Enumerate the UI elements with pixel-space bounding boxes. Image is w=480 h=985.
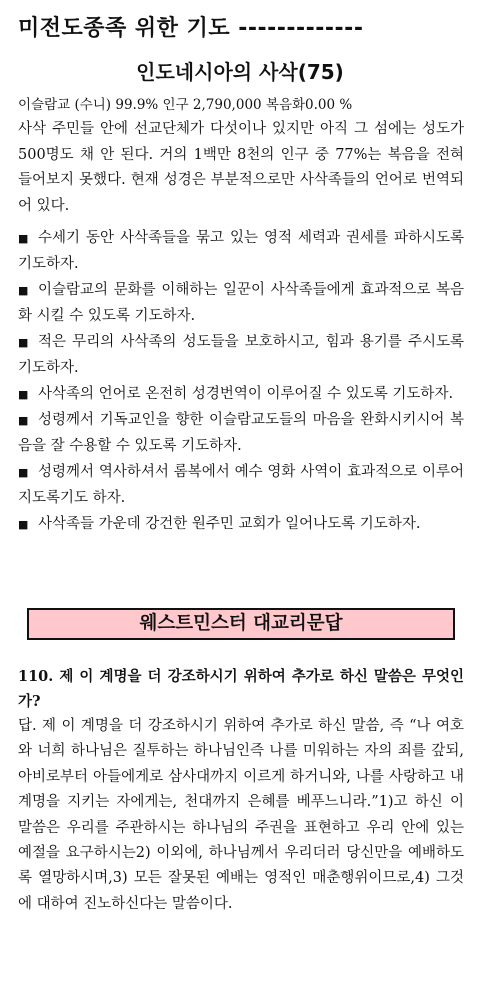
catechism-question: 110. 제 이 계명을 더 강조하시기 위하여 추가로 하신 말씀은 무엇인가?	[18, 668, 464, 710]
prayer-text: 수세기 동안 사삭족들을 묶고 있는 영적 세력과 권세를 파하시도록 기도하자.	[18, 230, 464, 272]
square-bullet-icon: ■	[18, 387, 29, 401]
people-group-title: 인도네시아의 사삭(75)	[136, 60, 344, 84]
catechism-answer: 답. 제 이 계명을 더 강조하시기 위하여 추가로 하신 말씀, 즉 “나 여호와 너희 하나님은 질투하는 하나님인즉 나를 미워하는 자의 죄를 갚되, 아비로부터 아들에게로 삼사대까지 이르게 하거니와, 나를 사랑하고 내 계명을 지키는 자에게는, 천대까지 은혜를 베푸느니라.”1)고 하신 이 말씀은 우리를 주관하시는 하나님의 주권을 표현하고 우리 안에 있는 예절을 요구하시는2) 이외에, 하나님께서 우리더러 당신만을 예배하도록 열망하시며,3) 모든 잘못된 예배는 영적인 매춘행위이므로,4) 그것에 대하여 진노하신다는 말씀이다.	[18, 718, 464, 912]
square-bullet-icon: ■	[18, 518, 29, 532]
square-bullet-icon: ■	[18, 232, 29, 245]
prayer-text: 성령께서 역사하셔서 롬복에서 예수 영화 사역이 효과적으로 이루어지도록기도 하자.	[18, 464, 464, 506]
prayer-item	[18, 330, 464, 381]
square-bullet-icon: ■	[18, 335, 29, 349]
prayer-item	[18, 226, 464, 277]
prayer-text: 성령께서 기독교인을 향한 이슬람교도들의 마음을 완화시키시어 복음을 잘 수용할 수 있도록 기도하자.	[18, 412, 464, 454]
square-bullet-icon: ■	[18, 414, 29, 428]
square-bullet-icon: ■	[18, 283, 29, 297]
prayer-item	[18, 382, 464, 408]
intro-paragraph: 사삭 주민들 안에 선교단체가 다섯이나 있지만 아직 그 섬에는 성도가 500명도 채 안 된다. 거의 1백만 8천의 인구 중 77%는 복음을 전혀 들어보지 못했다. 현재 성경은 부분적으로만 사삭족들의 언어로 번역되어 있다.	[18, 121, 464, 214]
prayer-item	[18, 460, 464, 511]
prayer-item	[18, 408, 464, 459]
prayer-text: 적은 무리의 사삭족의 성도들을 보호하시고, 힘과 용기를 주시도록 기도하자.	[18, 333, 464, 376]
page-header-title: 미전도종족 위한 기도 -------------	[18, 16, 364, 41]
prayer-text: 사삭족들 가운데 강건한 원주민 교회가 일어나도록 기도하자.	[38, 516, 421, 533]
catechism-banner: 웨스트민스터 대교리문답	[27, 608, 455, 640]
square-bullet-icon: ■	[18, 466, 29, 480]
prayer-text: 사삭족의 언어로 온전히 성경번역이 이루어질 수 있도록 기도하자.	[38, 385, 454, 402]
people-group-stats: 이슬람교 (수니) 99.9% 인구 2,790,000 복음화0.00 %	[18, 97, 353, 113]
prayer-item	[18, 278, 464, 329]
prayer-list	[18, 226, 464, 539]
prayer-text: 이슬람교의 문화를 이해하는 일꾼이 사삭족들에게 효과적으로 복음화 시킬 수 있도록 기도하자.	[18, 281, 464, 324]
prayer-item	[18, 512, 464, 538]
